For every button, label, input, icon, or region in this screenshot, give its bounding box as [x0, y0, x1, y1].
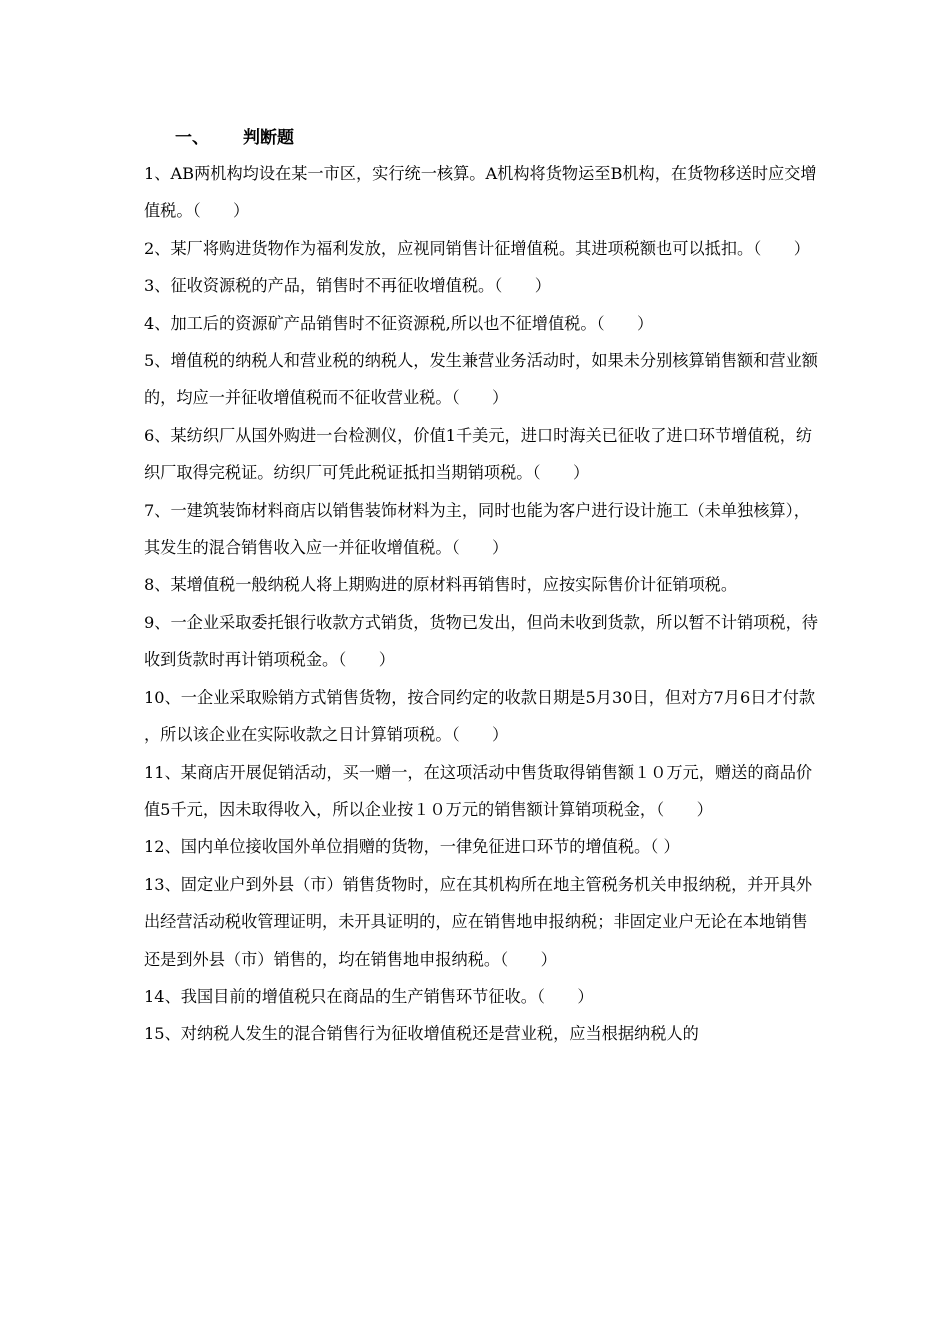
question-9: 9、一企业采取委托银行收款方式销货，货物已发出，但尚未收到货款，所以暂不计销项税，待收到货款时再计销项税金。（ ）: [144, 612, 818, 670]
question-15: 15、对纳税人发生的混合销售行为征收增值税还是营业税，应当根据纳税人的: [144, 1024, 699, 1044]
question-6: 6、某纺织厂从国外购进一台检测仪，价值1千美元，进口时海关已征收了进口环节增值税，纺织厂取得完税证。纺织厂可凭此税证抵扣当期销项税。（ ）: [144, 425, 813, 483]
question-4: 4、加工后的资源矿产品销售时不征资源税,所以也不征增值税。（ ）: [144, 313, 654, 333]
question-7: 7、一建筑装饰材料商店以销售装饰材料为主，同时也能为客户进行设计施工（未单独核算），其发生的混合销售收入应一并征收增值税。（ ）: [144, 500, 810, 558]
question-3: 3、征收资源税的产品，销售时不再征收增值税。（ ）: [144, 276, 551, 296]
question-1: 1、AB两机构均设在某一市区，实行统一核算。A机构将货物运至B机构，在货物移送时应交增值税。（ ）: [144, 164, 817, 221]
question-2: 2、某厂将购进货物作为福利发放，应视同销售计征增值税。其进项税额也可以抵扣。（ ）: [144, 238, 810, 258]
question-12: 12、国内单位接收国外单位捐赠的货物，一律免征进口环节的增值税。（ ）: [144, 837, 680, 857]
question-11: 11、某商店开展促销活动，买一赠一，在这项活动中售货取得销售额１０万元，赠送的商品价值5千元，因未取得收入，所以企业按１０万元的销售额计算销项税金，（ ）: [144, 762, 813, 819]
question-list: [144, 155, 822, 1053]
section-title: 判断题: [243, 128, 294, 148]
question-13: 13、固定业户到外县（市）销售货物时，应在其机构所在地主管税务机关申报纳税，并开具外出经营活动税收管理证明，未开具证明的，应在销售地申报纳税；非固定业户无论在本地销售还是到外县（市）销售的，均在销售地申报纳税。（ ）: [144, 874, 813, 969]
question-10: 10、一企业采取赊销方式销售货物，按合同约定的收款日期是5月30日，但对方7月6日才付款，所以该企业在实际收款之日计算销项税。（ ）: [144, 687, 816, 745]
section-number: 一、: [175, 128, 209, 148]
section-heading: [175, 124, 294, 152]
question-8: 8、某增值税一般纳税人将上期购进的原材料再销售时，应按实际售价计征销项税。: [144, 575, 738, 595]
question-5: 5、增值税的纳税人和营业税的纳税人，发生兼营业务活动时，如果未分别核算销售额和营业额的，均应一并征收增值税而不征收营业税。（ ）: [144, 351, 818, 408]
question-14: 14、我国目前的增值税只在商品的生产销售环节征收。（ ）: [144, 986, 594, 1006]
